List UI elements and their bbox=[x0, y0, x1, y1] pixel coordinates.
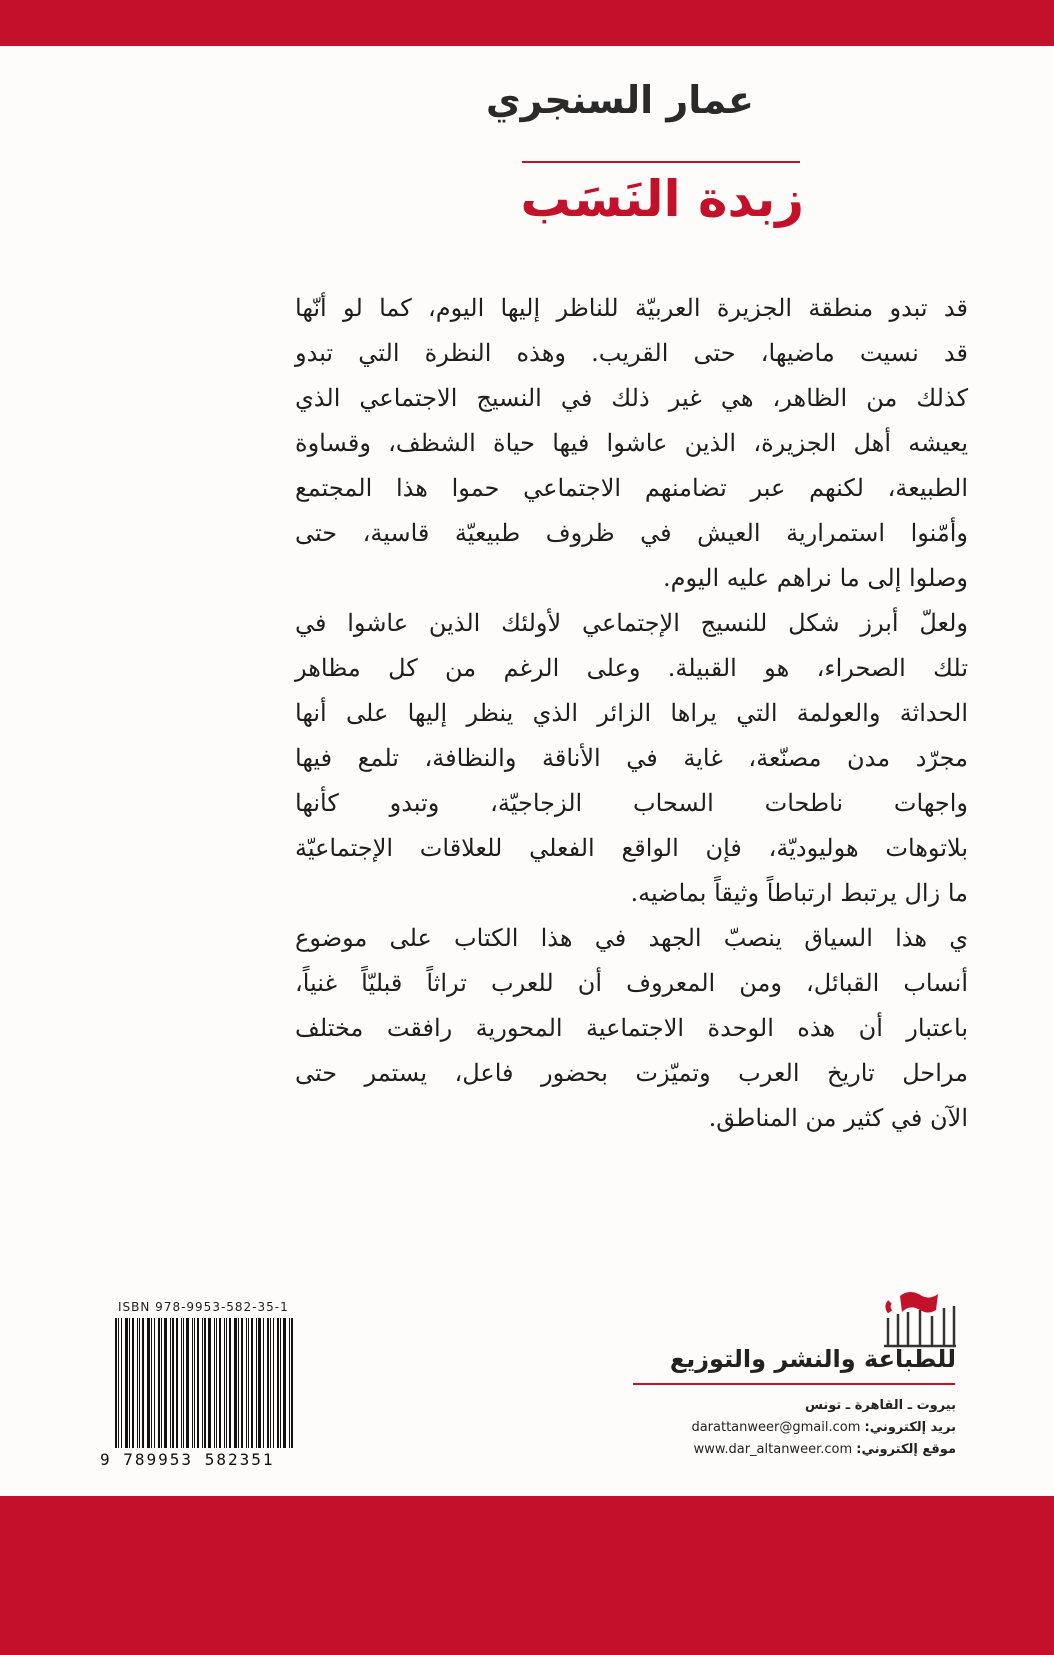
barcode-bar bbox=[139, 1318, 140, 1448]
barcode-bar bbox=[258, 1318, 261, 1448]
barcode-bar bbox=[125, 1318, 128, 1448]
blurb-line: يعيشه أهل الجزيرة، الذين عاشوا فيها حياة الشظف، وقساوة bbox=[295, 429, 968, 457]
barcode-bar bbox=[229, 1318, 231, 1448]
barcode-bar bbox=[277, 1318, 279, 1448]
barcode-bar bbox=[224, 1318, 225, 1448]
author-name: عمار السنجري bbox=[485, 78, 754, 122]
barcode-bar bbox=[197, 1318, 199, 1448]
email-label: بريد إلكتروني: bbox=[864, 1420, 956, 1435]
blurb-line: الآن في كثير من المناطق. bbox=[708, 1104, 968, 1132]
barcode-bar bbox=[234, 1318, 237, 1448]
barcode-bar bbox=[219, 1318, 221, 1448]
top-red-band bbox=[0, 0, 1054, 46]
blurb-line: ولعلّ أبرز شكل للنسيج الإجتماعي لأولئك الذين عاشوا في bbox=[295, 609, 968, 637]
barcode-bar bbox=[251, 1318, 253, 1448]
publisher-website: www.dar_altanweer.com bbox=[693, 1442, 853, 1457]
barcode-bar bbox=[158, 1318, 160, 1448]
publisher-email: darattanweer@gmail.com bbox=[691, 1420, 861, 1435]
blurb-line: وأمّنوا استمرارية العيش في ظروف طبيعيّة قاسية، حتى bbox=[295, 519, 968, 547]
barcode-bar bbox=[161, 1318, 162, 1448]
blurb-line: بلاتوهات هوليوديّة، فإن الواقع الفعلي للعلاقات الإجتماعيّة bbox=[295, 834, 968, 862]
barcode-bar bbox=[208, 1318, 211, 1448]
publisher-website-row bbox=[694, 1442, 956, 1457]
barcode-bar bbox=[170, 1318, 171, 1448]
barcode-digits: 9 789953 582351 bbox=[100, 1450, 275, 1469]
blurb-line: الحداثة والعولمة التي يراها الزائر الذي ينظر إليها على أنها bbox=[295, 699, 968, 727]
barcode-bar bbox=[194, 1318, 195, 1448]
barcode-bar bbox=[238, 1318, 239, 1448]
barcode-bar bbox=[132, 1318, 134, 1448]
barcode-bar bbox=[214, 1318, 215, 1448]
barcode-bar bbox=[118, 1318, 119, 1448]
barcode-bar bbox=[291, 1318, 293, 1448]
barcode-bar bbox=[181, 1318, 182, 1448]
barcode-bar bbox=[186, 1318, 189, 1448]
blurb-line: واجهات ناطحات السحاب الزجاجيّة، وتبدو كأنها bbox=[295, 789, 968, 817]
barcode bbox=[115, 1318, 295, 1448]
publisher-divider bbox=[633, 1383, 955, 1385]
blurb-line: مجرّد مدن مصنّعة، غاية في الأناقة والنظافة، تلمع فيها bbox=[295, 744, 968, 772]
blurb-line: تلك الصحراء، هو القبيلة. وعلى الرغم من كل مظاهر bbox=[295, 654, 968, 682]
isbn-label: ISBN 978-9953-582-35-1 bbox=[118, 1300, 289, 1314]
barcode-bar bbox=[216, 1318, 217, 1448]
barcode-bar bbox=[192, 1318, 193, 1448]
blurb-line: ي هذا السياق ينصبّ الجهد في هذا الكتاب على موضوع bbox=[295, 924, 968, 952]
barcode-bar bbox=[183, 1318, 184, 1448]
publisher-name: للطباعة والنشر والتوزيع bbox=[669, 1345, 956, 1373]
blurb-line: الطبيعة، لكنهم عبر تضامنهم الاجتماعي حموا هذا المجتمع bbox=[295, 474, 968, 502]
barcode-bar bbox=[273, 1318, 274, 1448]
barcode-bar bbox=[164, 1318, 167, 1448]
barcode-bar bbox=[129, 1318, 130, 1448]
barcode-bar bbox=[270, 1318, 271, 1448]
website-label: موقع إلكتروني: bbox=[856, 1442, 956, 1457]
barcode-bar bbox=[204, 1318, 206, 1448]
barcode-bar bbox=[154, 1318, 155, 1448]
bottom-red-band bbox=[0, 1496, 1054, 1655]
barcode-bar bbox=[289, 1318, 290, 1448]
barcode-bar bbox=[147, 1318, 150, 1448]
barcode-bar bbox=[151, 1318, 152, 1448]
blurb-line: مراحل تاريخ العرب وتميّزت بحضور فاعل، يستمر حتى bbox=[295, 1059, 968, 1087]
publisher-email-row bbox=[691, 1420, 956, 1435]
barcode-bar bbox=[142, 1318, 144, 1448]
blurb-line: باعتبار أن هذه الوحدة الاجتماعية المحورية رافقت مختلف bbox=[295, 1014, 968, 1042]
barcode-bar bbox=[267, 1318, 269, 1448]
barcode-bar bbox=[121, 1318, 122, 1448]
barcode-bar bbox=[263, 1318, 264, 1448]
publisher-cities: بيروت ـ القاهرة ـ تونس bbox=[804, 1398, 956, 1413]
blurb-line: وصلوا إلى ما نراهم عليه اليوم. bbox=[663, 564, 968, 592]
book-title: زبدة النَسَب bbox=[520, 170, 804, 228]
barcode-bar bbox=[280, 1318, 281, 1448]
blurb-line: ما زال يرتبط ارتباطاً وثيقاً بماضيه. bbox=[630, 879, 968, 907]
barcode-bar bbox=[115, 1318, 117, 1448]
blurb-line: قد نسيت ماضيها، حتى القريب. وهذه النظرة التي تبدو bbox=[295, 339, 968, 367]
blurb-text bbox=[295, 286, 968, 1141]
barcode-bar bbox=[226, 1318, 227, 1448]
title-divider bbox=[522, 161, 800, 163]
publisher-logo bbox=[880, 1288, 960, 1348]
barcode-bar bbox=[283, 1318, 286, 1448]
blurb-line: قد تبدو منطقة الجزيرة العربيّة للناظر إليها اليوم، كما لو أنّها bbox=[295, 294, 968, 322]
barcode-bar bbox=[202, 1318, 203, 1448]
barcode-bar bbox=[248, 1318, 249, 1448]
blurb-line: أنساب القبائل، ومن المعروف أن للعرب تراثاً قبليّاً غنياً، bbox=[295, 969, 968, 997]
barcode-bar bbox=[172, 1318, 174, 1448]
barcode-bar bbox=[241, 1318, 243, 1448]
blurb-line: كذلك من الظاهر، هي غير ذلك في النسيج الاجتماعي الذي bbox=[295, 384, 968, 412]
barcode-bar bbox=[246, 1318, 247, 1448]
barcode-bar bbox=[176, 1318, 178, 1448]
barcode-bar bbox=[137, 1318, 138, 1448]
barcode-bar bbox=[256, 1318, 257, 1448]
